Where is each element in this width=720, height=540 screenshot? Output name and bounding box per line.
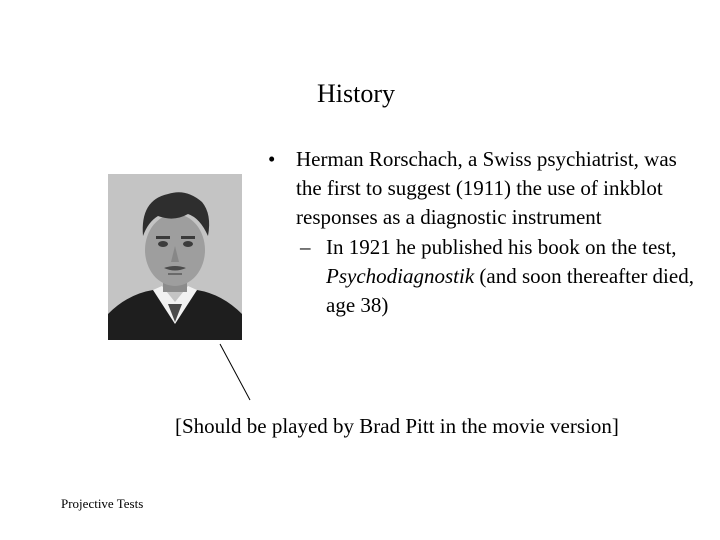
bullet-text: Herman Rorschach, a Swiss psychiatrist, was the first to suggest (1911) the use of inkblot responses as a diagnostic instrument bbox=[296, 147, 677, 229]
portrait-photo bbox=[108, 174, 242, 340]
bullet-mark: • bbox=[268, 147, 276, 171]
callout-line bbox=[219, 343, 251, 401]
bullet-item bbox=[268, 145, 698, 232]
sub-bullet-mark: – bbox=[300, 235, 311, 259]
footer-label: Projective Tests bbox=[61, 496, 144, 511]
sub-bullet-text-after: (and soon thereafter died, age 38) bbox=[326, 264, 694, 317]
sub-bullet-item bbox=[268, 233, 698, 320]
bullet-list bbox=[268, 145, 698, 320]
sub-bullet-text-before: In 1921 he published his book on the test, bbox=[326, 235, 677, 259]
sub-bullet-text bbox=[326, 235, 694, 317]
slide-title: History bbox=[317, 79, 395, 108]
book-title: Psychodiagnostik bbox=[326, 264, 475, 288]
caption: [Should be played by Brad Pitt in the movie version] bbox=[175, 414, 619, 438]
